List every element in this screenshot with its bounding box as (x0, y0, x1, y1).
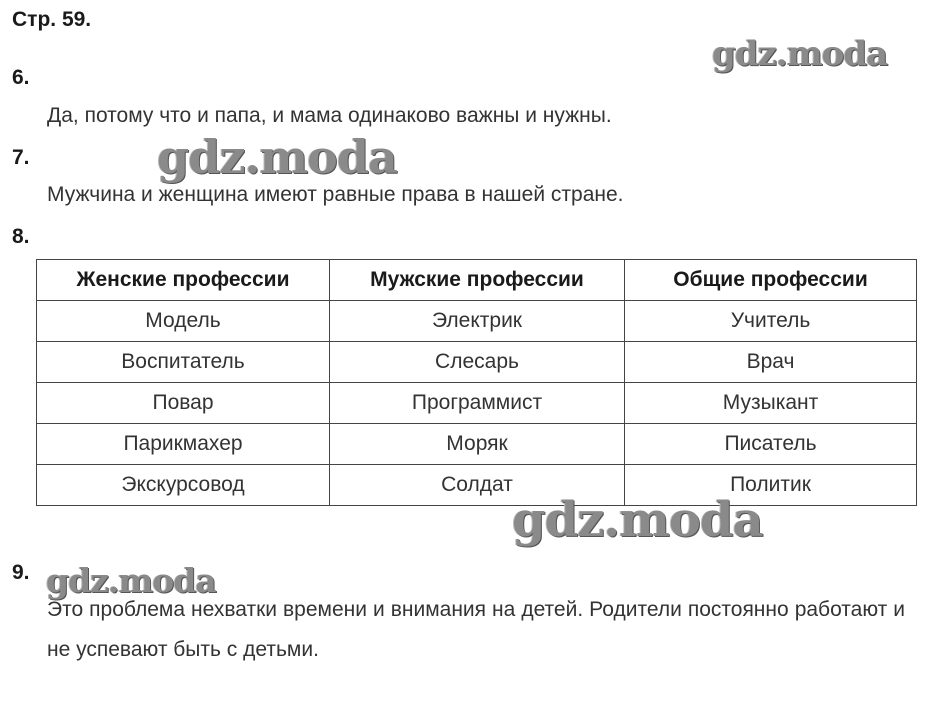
watermark-logo: gdz.moda (512, 492, 763, 548)
task-8-number: 8. (12, 225, 30, 248)
task-9-number: 9. (12, 561, 30, 584)
table-row (37, 342, 917, 383)
table-cell: Музыкант (625, 383, 917, 424)
table-cell: Воспитатель (37, 342, 330, 383)
header-female-professions: Женские профессии (37, 260, 330, 301)
watermark-logo: gdz.moda (46, 561, 216, 600)
header-common-professions: Общие профессии (625, 260, 917, 301)
table-cell: Электрик (330, 301, 625, 342)
table-header-row (37, 260, 917, 301)
table-cell: Писатель (625, 424, 917, 465)
table-cell: Моряк (330, 424, 625, 465)
table-row (37, 465, 917, 506)
task-7-number: 7. (12, 146, 30, 169)
task-9-answer: Это проблема нехватки времени и внимания на детей. Родители постоянно работают и не успевают быть с детьми. (47, 598, 905, 661)
task-7-answer: Мужчина и женщина имеют равные права в нашей стране. (47, 183, 624, 206)
table-cell: Парикмахер (37, 424, 330, 465)
table-cell: Солдат (330, 465, 625, 506)
table-cell: Слесарь (330, 342, 625, 383)
task-6-answer: Да, потому что и папа, и мама одинаково важны и нужны. (47, 104, 612, 127)
task-6-number: 6. (12, 66, 30, 89)
table-cell: Учитель (625, 301, 917, 342)
watermark-logo: gdz.moda (712, 34, 888, 74)
table-cell: Политик (625, 465, 917, 506)
table-cell: Экскурсовод (37, 465, 330, 506)
table-cell: Модель (37, 301, 330, 342)
table-cell: Повар (37, 383, 330, 424)
table-row (37, 383, 917, 424)
table-row (37, 301, 917, 342)
table-row (37, 424, 917, 465)
page-title: Стр. 59. (12, 8, 92, 31)
professions-table (36, 259, 917, 506)
watermark-logo: gdz.moda (157, 130, 397, 184)
table-cell: Программист (330, 383, 625, 424)
header-male-professions: Мужские профессии (330, 260, 625, 301)
table-cell: Врач (625, 342, 917, 383)
